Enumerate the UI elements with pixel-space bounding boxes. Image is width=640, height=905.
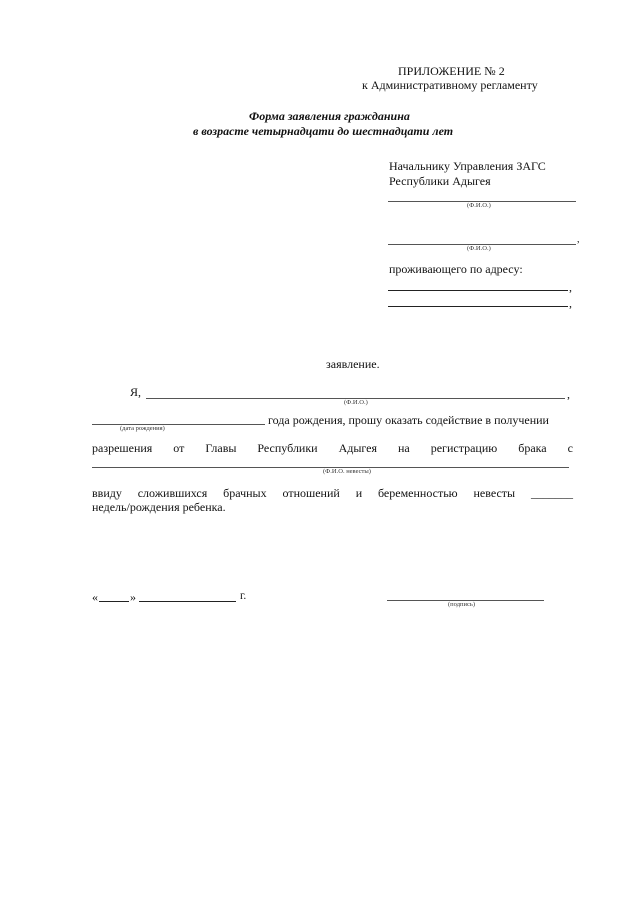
date-close-quote: » [130, 590, 136, 604]
birth-year-text: года рождения, прошу оказать содействие в получении [268, 413, 549, 427]
word: отношений [282, 486, 340, 500]
addressee-comma-1: , [577, 234, 580, 245]
word: разрешения [92, 441, 153, 455]
word: с [567, 441, 573, 455]
applicant-fio-caption: (Ф.И.О.) [344, 399, 368, 406]
word: Республики [257, 441, 318, 455]
signature-caption: (подпись) [448, 601, 475, 608]
applicant-comma: , [567, 387, 570, 401]
word: регистрацию [430, 441, 498, 455]
addressee-line1: Начальнику Управления ЗАГС [389, 159, 546, 173]
date-open-quote: « [92, 590, 98, 604]
word: брачных [223, 486, 267, 500]
form-title-line1: Форма заявления гражданина [249, 109, 410, 123]
word: Главы [205, 441, 237, 455]
weeks-text: недель/рождения ребенка. [92, 500, 226, 514]
word: невесты [473, 486, 516, 500]
bride-fio-caption: (Ф.И.О. невесты) [323, 468, 371, 475]
appendix-reference: к Административному регламенту [362, 78, 538, 92]
word: от [173, 441, 185, 455]
form-title-line2: в возрасте четырнадцати до шестнадцати лет [193, 124, 454, 138]
statement-heading: заявление. [326, 357, 380, 371]
weeks-blank[interactable]: _______ [530, 486, 573, 500]
word: беременностью [377, 486, 458, 500]
word: брака [518, 441, 547, 455]
birth-date-caption: (дата рождения) [120, 425, 165, 432]
word: сложившихся [137, 486, 208, 500]
word: и [355, 486, 363, 500]
permission-text-line [92, 441, 573, 456]
addressee-line2: Республики Адыгея [389, 174, 491, 188]
address-comma-1: , [569, 280, 572, 294]
address-line-2[interactable] [388, 306, 568, 307]
addressee-fio-caption-2: (Ф.И.О.) [467, 245, 491, 252]
ya-label: Я, [130, 385, 142, 399]
word: Адыгея [338, 441, 378, 455]
address-line-1[interactable] [388, 290, 568, 291]
word: на [398, 441, 410, 455]
address-label: проживающего по адресу: [389, 262, 523, 276]
circumstances-text-line [92, 486, 573, 501]
addressee-fio-caption-1: (Ф.И.О.) [467, 202, 491, 209]
address-comma-2: , [569, 296, 572, 310]
word: ввиду [92, 486, 122, 500]
birth-date-line[interactable] [92, 424, 265, 425]
date-day-line[interactable] [99, 601, 129, 602]
appendix-number: ПРИЛОЖЕНИЕ № 2 [398, 64, 505, 78]
date-year-suffix: г. [240, 590, 247, 602]
date-month-line[interactable] [139, 601, 236, 602]
